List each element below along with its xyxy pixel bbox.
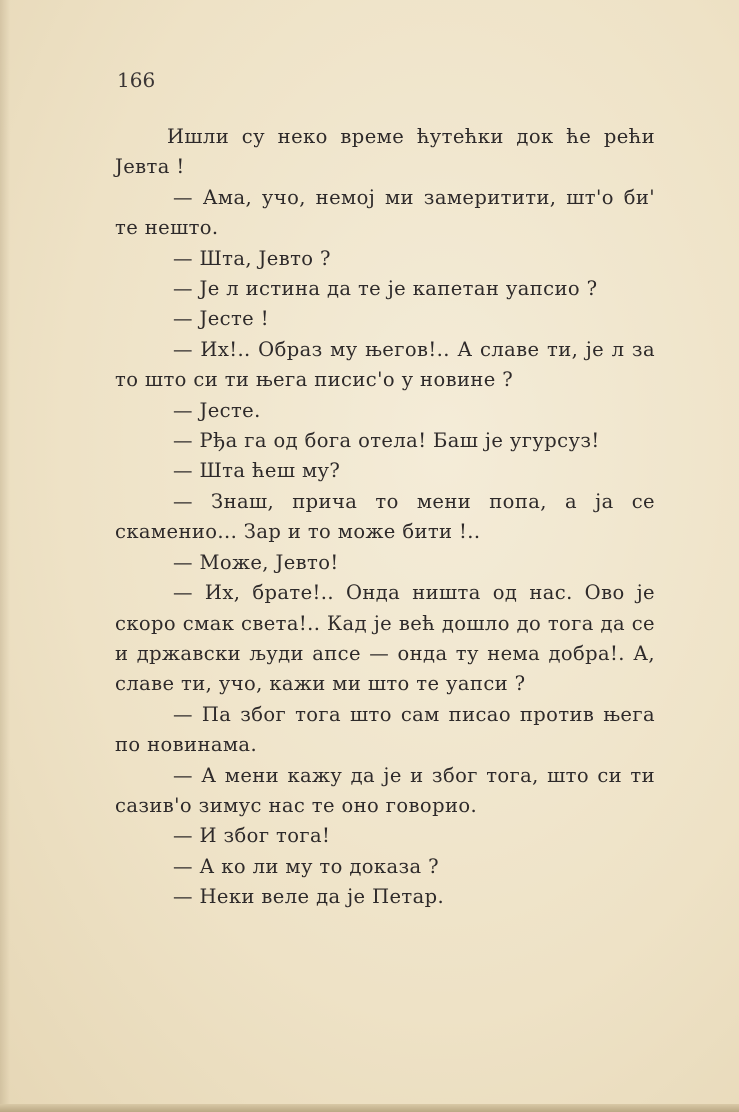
dialog-line: — Ама, учо, немој ми замеритити, шт'о би' те нешто.	[115, 185, 655, 240]
dialog-line: — И због тога!	[173, 824, 331, 848]
page-gutter-shadow	[0, 0, 10, 1112]
dialog-line: — Па због тога што сам писао против њега по новинама.	[115, 702, 655, 757]
dialog-line: — Је л истина да те је капетан уапсио ?	[173, 277, 598, 301]
dialog-line: — Знаш, прича то мени попа, а ја се скаменио... Зар и то може бити !..	[115, 489, 655, 544]
dialog-line: — Шта ћеш му?	[173, 459, 341, 483]
dialog-line: — Може, Јевто!	[173, 550, 339, 574]
dialog-line: — Јесте !	[173, 307, 269, 331]
dialog-line: — Их!.. Образ му његов!.. А славе ти, је л за то што си ти њега писис'о у новине ?	[115, 337, 655, 392]
page-number: 166	[117, 68, 156, 92]
dialog-line: — А мени кажу да је и због тога, што си ти сазив'о зимус нас те оно говорио.	[115, 763, 655, 817]
paragraph: Ишли су неко време ћутећки док ће рећи Јевта !	[115, 125, 655, 179]
dialog-line: — Рђа га од бога отела! Баш је угурсуз!	[173, 429, 600, 453]
dialog-line: — Шта, Јевто ?	[173, 246, 331, 270]
dialog-line: — Јесте.	[173, 398, 261, 422]
dialog-line: — Неки веле да је Петар.	[173, 885, 445, 909]
dialog-line: — Их, брате!.. Онда ништа од нас. Ово је скоро смак света!.. Кад је већ дошло до тога да се и државски људи апсе — онда ту нема добра!. А, славе ти, учо, кажи ми што те уапси ?	[115, 581, 655, 696]
page-bottom-edge	[0, 1104, 739, 1112]
body-text	[115, 122, 655, 913]
dialog-line: — А ко ли му то доказа ?	[173, 854, 440, 878]
